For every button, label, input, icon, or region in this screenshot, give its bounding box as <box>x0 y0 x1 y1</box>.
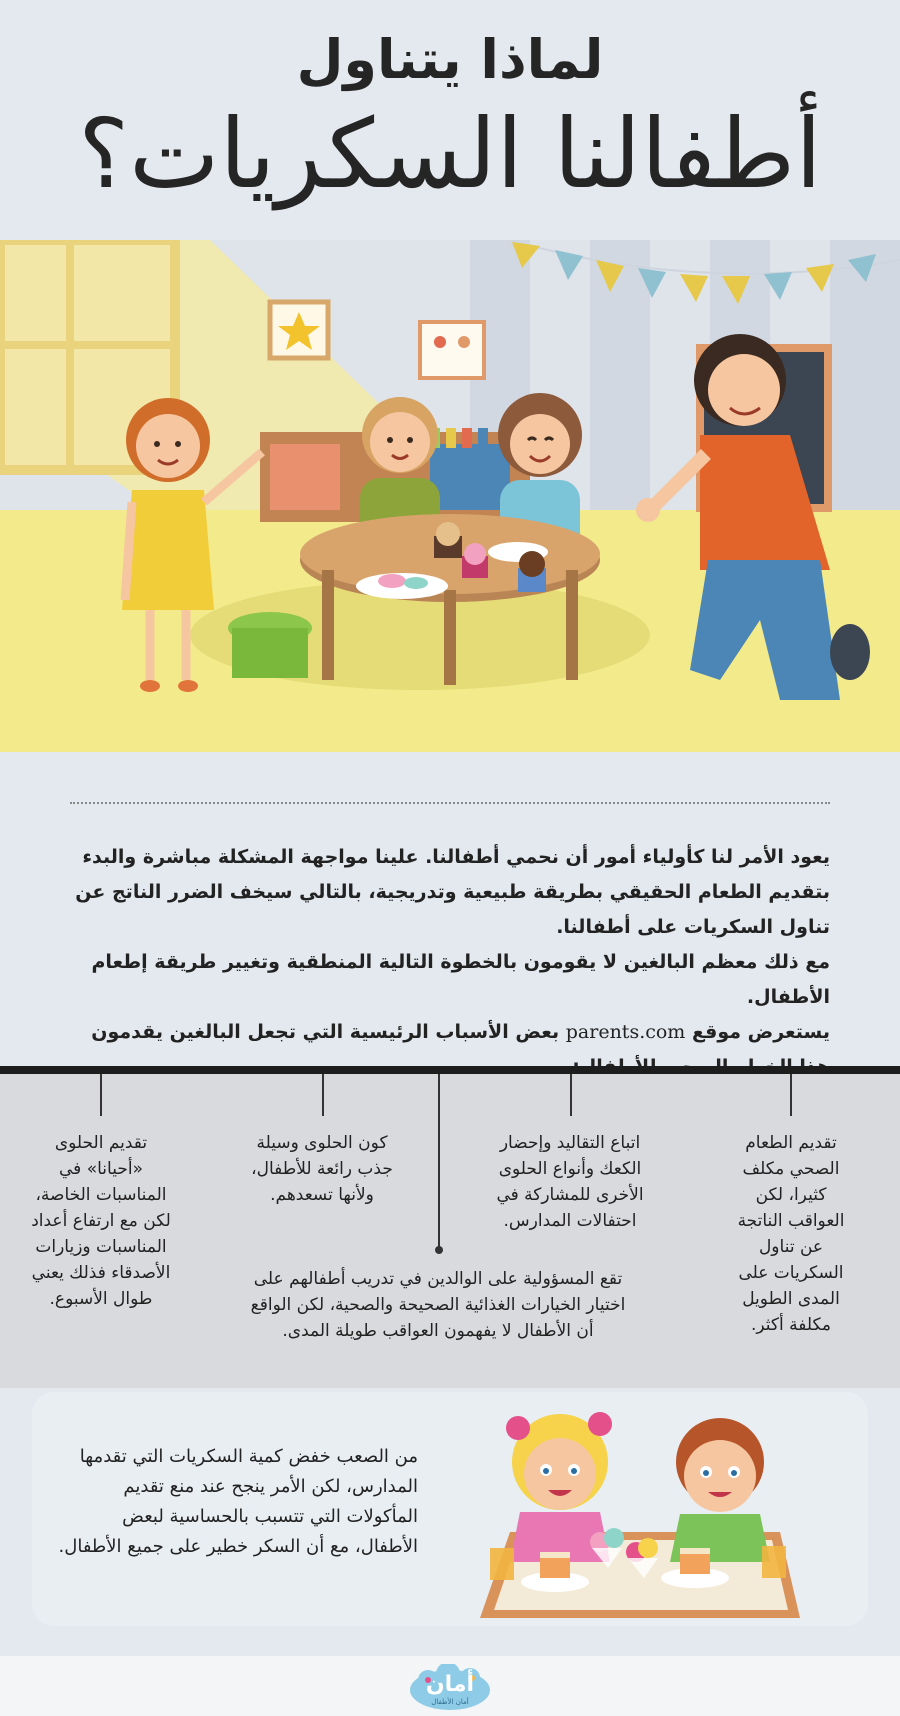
source-site: parents.com <box>565 1021 686 1043</box>
reason-cost: تقديم الطعام الصحي مكلف كثيرا، لكن العواقب الناتجة عن تناول السكريات على المدى الطويل مكلفة أكثر. <box>737 1133 845 1335</box>
intro-paragraph-3-start: يستعرض موقع <box>691 1021 830 1043</box>
timeline-dot <box>435 1246 443 1254</box>
intro-paragraph-1: يعود الأمر لنا كأولياء أمور أن نحمي أطفالنا. علينا مواجهة المشكلة مباشرة والبدء بتقديم الطعام الحقيقي بطريقة طبيعية وتدريجية، بالتالي سيخف الضرر الناتج عن تناول السكريات على أطفالنا. <box>75 846 830 938</box>
reason-tradition: اتباع التقاليد وإحضار الكعك وأنواع الحلوى الأخرى للمشاركة في احتفالات المدارس. <box>496 1133 644 1231</box>
intro-text <box>70 840 830 1085</box>
title-line-1: لماذا يتناول <box>296 28 604 91</box>
reason-attraction: كون الحلوى وسيلة جذب رائعة للأطفال، ولأنها تسعدهم. <box>251 1133 393 1205</box>
timeline-tick <box>570 1074 572 1116</box>
intro-paragraph-3-end: بعض الأسباب الرئيسية التي تجعل البالغين يقدمون <box>91 1021 560 1043</box>
timeline-tick <box>438 1074 440 1250</box>
logo-text: أمان <box>425 1672 475 1697</box>
classroom-illustration <box>0 240 900 752</box>
dotted-divider <box>70 802 830 804</box>
header <box>0 0 900 240</box>
timeline-tick <box>322 1074 324 1116</box>
reason-parent-responsibility: تقع المسؤولية على الوالدين في تدريب أطفالهم على اختيار الخيارات الغذائية الصحيحة والصحية، لكن الواقع أن الأطفال لا يفهمون العواقب طويلة المدى. <box>250 1269 626 1341</box>
intro-paragraph-2: مع ذلك معظم البالغين لا يقومون بالخطوة التالية المنطقية وتغيير طريقة إطعام الأطفال. <box>91 951 830 1008</box>
school-note-text: من الصعب خفض كمية السكريات التي تقدمها المدارس، لكن الأمر ينجح عند منع تقديم المأكولات التي تتسبب بالحساسية لبعض الأطفال، مع أن السكر خطير على جميع الأطفال. <box>58 1446 418 1557</box>
title-line-2: أطفالنا السكريات؟ <box>78 98 822 210</box>
logo-subtext: أمان الأطفال <box>431 1698 469 1706</box>
timeline-tick <box>100 1074 102 1116</box>
timeline-bar <box>0 1066 900 1074</box>
timeline-tick <box>790 1074 792 1116</box>
reason-special-occasions: تقديم الحلوى «أحيانا» في المناسبات الخاصة، لكن مع ارتفاع أعداد المناسبات وزيارات الأصدقاء فذلك يعني طوال الأسبوع. <box>31 1133 171 1309</box>
children-eating-illustration <box>460 1392 820 1626</box>
